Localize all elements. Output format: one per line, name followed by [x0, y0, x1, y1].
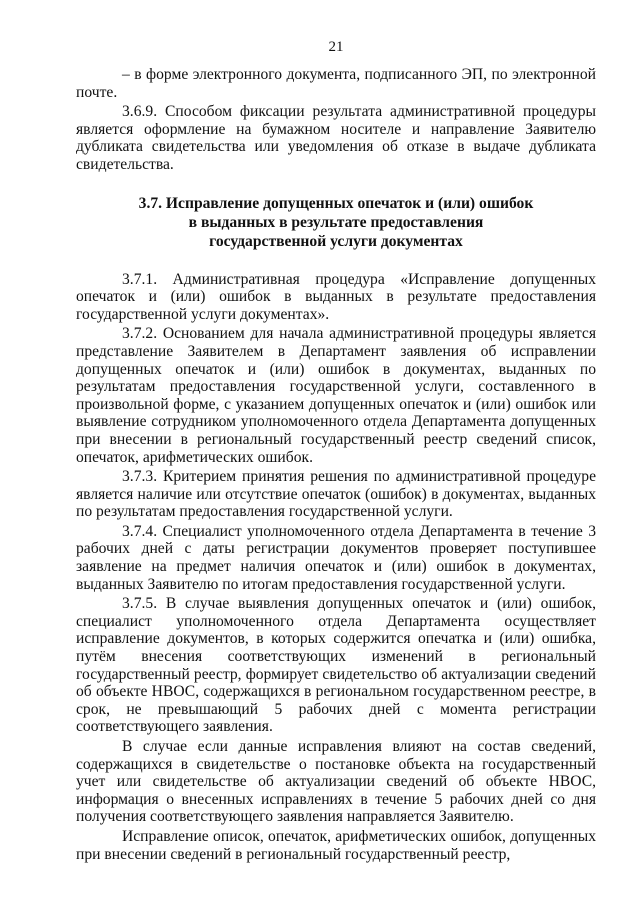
heading-line-3: государственной услуги документах [209, 232, 463, 250]
section-heading [76, 194, 596, 251]
document-page [76, 38, 596, 863]
paragraph-3-7-3: 3.7.3. Критерием принятия решения по административной процедуре является наличие или отсутствие опечаток (ошибок) в документах, выданных по результатам предоставления государственной услуги. [76, 468, 596, 521]
page-number: 21 [328, 39, 344, 55]
intro-line: – в форме электронного документа, подписанного ЭП, по электронной почте. [76, 66, 596, 101]
heading-line-1: 3.7. Исправление допущенных опечаток и (или) ошибок [138, 194, 534, 212]
paragraph-3-6-9: 3.6.9. Способом фиксации результата административной процедуры является оформление на бумажном носителе и направление Заявителю дубликата свидетельства или уведомления об отказе в выдаче дубликата свидетельства. [76, 103, 596, 173]
heading-line-2: в выданных в результате предоставления [188, 213, 484, 231]
paragraph-3-7-4: 3.7.4. Специалист уполномоченного отдела Департамента в течение 3 рабочих дней с даты регистрации документов проверяет поступившее заявление на предмет наличия опечаток и (или) ошибок в документах, выданных Заявителю по итогам предоставления государственной услуги. [76, 522, 596, 593]
paragraph-3-7-5: 3.7.5. В случае выявления допущенных опечаток и (или) ошибок, специалист уполномоченного отдела Департамента осуществляет исправление документов, в которых содержится опечатка и (или) ошибка, путём внесения соответствующих изменений в региональный государственный реестр, формирует свидетельство об актуализации сведений об объекте НВОС, содержащихся в региональном государственном реестре, в срок, не превышающий 5 рабочих дней с момента регистрации соответствующего заявления. [76, 595, 596, 736]
paragraph-corrections-procedure: Исправление описок, опечаток, арифметических ошибок, допущенных при внесении сведений в региональный государственный реестр, [76, 827, 596, 863]
paragraph-corrections-info: В случае если данные исправления влияют на состав сведений, содержащихся в свидетельстве о постановке объекта на государственный учет или свидетельстве об актуализации сведений об объекте НВОС, информация о внесенных исправлениях в течение 5 рабочих дней со дня получения соответствующего заявления направляется Заявителю. [76, 738, 596, 826]
paragraph-3-7-1: 3.7.1. Административная процедура «Исправление допущенных опечаток и (или) ошибок в выданных в результате предоставления государственной услуги документах». [76, 270, 596, 323]
paragraph-3-7-2: 3.7.2. Основанием для начала административной процедуры является представление Заявителем в Департамент заявления об исправлении допущенных опечаток и (или) ошибок в документах, выданных по результатам предоставления государственной услуги, составленного в произвольной форме, с указанием допущенных опечаток и (или) ошибок или выявление сотрудником уполномоченного отдела Департамента допущенных при внесении в региональный государственный реестр сведений список, опечаток, арифметических ошибок. [76, 325, 596, 466]
